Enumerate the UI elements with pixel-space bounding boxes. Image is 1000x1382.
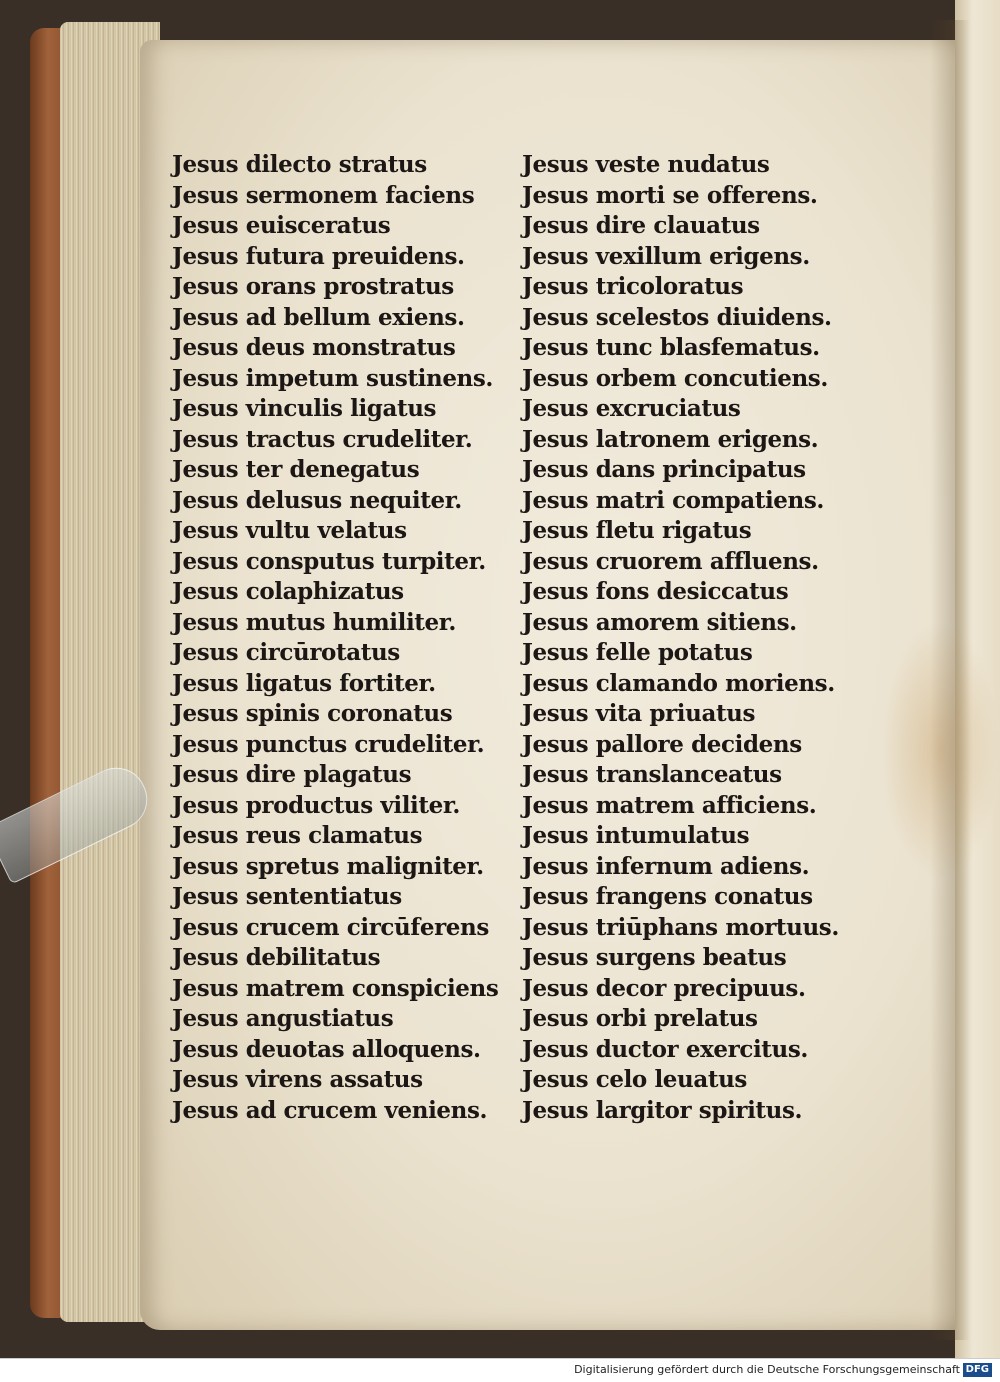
litany-line: Jesus vinculis ligatus — [172, 395, 437, 422]
litany-line: Jesus orbi prelatus — [522, 1005, 758, 1032]
litany-line: Jesus matrem conspiciens — [172, 974, 499, 1002]
litany-line: Jesus vexillum erigens. — [522, 242, 810, 270]
litany-line: Jesus angustiatus — [172, 1005, 394, 1032]
litany-line: Jesus intumulatus — [522, 822, 750, 849]
litany-line: Jesus sermonem faciens — [172, 181, 475, 209]
litany-line: Jesus crucem circūferens — [172, 913, 489, 941]
litany-line: Jesus largitor spiritus. — [522, 1096, 803, 1124]
litany-line: Jesus felle potatus — [522, 639, 753, 666]
litany-line: Jesus debilitatus — [172, 944, 381, 971]
litany-line: Jesus morti se offerens. — [522, 181, 818, 209]
litany-line: Jesus clamando moriens. — [522, 669, 835, 697]
litany-line: Jesus mutus humiliter. — [172, 608, 456, 636]
litany-line: Jesus deuotas alloquens. — [172, 1035, 481, 1063]
litany-line: Jesus amorem sitiens. — [522, 608, 797, 636]
litany-line: Jesus virens assatus — [172, 1066, 423, 1093]
litany-line: Jesus deus monstratus — [172, 334, 456, 361]
litany-line: Jesus dilecto stratus — [172, 151, 427, 178]
litany-line: Jesus orans prostratus — [172, 273, 454, 300]
litany-line: Jesus veste nudatus — [522, 151, 770, 178]
litany-line: Jesus excruciatus — [522, 395, 741, 422]
litany-line: Jesus sententiatus — [172, 883, 402, 910]
litany-line: Jesus ad crucem veniens. — [172, 1096, 488, 1124]
litany-line: Jesus futura preuidens. — [172, 242, 465, 270]
litany-line: Jesus euisceratus — [172, 212, 391, 239]
gutter-shadow — [930, 20, 970, 1340]
litany-line: Jesus vultu velatus — [172, 517, 407, 544]
litany-line: Jesus spinis coronatus — [172, 700, 453, 727]
litany-line: Jesus decor precipuus. — [522, 974, 806, 1002]
litany-line: Jesus celo leuatus — [522, 1066, 747, 1093]
litany-left-column — [172, 150, 498, 1126]
litany-line: Jesus pallore decidens — [522, 730, 802, 758]
litany-line: Jesus circūrotatus — [172, 639, 400, 666]
litany-line: Jesus consputus turpiter. — [172, 547, 486, 575]
litany-line: Jesus punctus crudeliter. — [172, 730, 485, 758]
litany-line: Jesus impetum sustinens. — [172, 364, 494, 392]
litany-line: Jesus reus clamatus — [172, 822, 423, 849]
dfg-logo: DFG — [963, 1363, 992, 1377]
litany-line: Jesus dire plagatus — [172, 761, 412, 788]
litany-line: Jesus ductor exercitus. — [522, 1035, 808, 1063]
litany-line: Jesus scelestos diuidens. — [522, 303, 832, 331]
litany-line: Jesus tricoloratus — [522, 273, 744, 300]
litany-line: Jesus fons desiccatus — [522, 578, 789, 605]
litany-line: Jesus cruorem affluens. — [522, 547, 819, 575]
litany-line: Jesus dire clauatus — [522, 212, 760, 239]
litany-line: Jesus latronem erigens. — [522, 425, 819, 453]
litany-line: Jesus delusus nequiter. — [172, 486, 462, 514]
litany-line: Jesus ad bellum exiens. — [172, 303, 465, 331]
litany-line: Jesus orbem concutiens. — [522, 364, 828, 392]
litany-line: Jesus frangens conatus — [522, 883, 813, 910]
litany-line: Jesus triūphans mortuus. — [522, 913, 839, 941]
litany-line: Jesus matri compatiens. — [522, 486, 825, 514]
litany-line: Jesus fletu rigatus — [522, 517, 752, 544]
litany-line: Jesus productus viliter. — [172, 791, 461, 819]
litany-line: Jesus infernum adiens. — [522, 852, 810, 880]
litany-line: Jesus ter denegatus — [172, 456, 420, 483]
funding-credit: Digitalisierung gefördert durch die Deutsche Forschungsgemeinschaft — [574, 1363, 960, 1376]
litany-line: Jesus tractus crudeliter. — [172, 425, 473, 453]
litany-line: Jesus dans principatus — [522, 456, 806, 483]
litany-line: Jesus translanceatus — [522, 761, 782, 788]
litany-line: Jesus surgens beatus — [522, 944, 787, 971]
litany-line: Jesus matrem afficiens. — [522, 791, 817, 819]
litany-line: Jesus ligatus fortiter. — [172, 669, 436, 697]
litany-line: Jesus vita priuatus — [522, 700, 756, 727]
digitization-footer — [0, 1358, 1000, 1382]
litany-line: Jesus spretus maligniter. — [172, 852, 484, 880]
litany-line: Jesus tunc blasfematus. — [522, 334, 820, 361]
litany-right-column — [522, 150, 839, 1126]
litany-line: Jesus colaphizatus — [172, 578, 404, 605]
